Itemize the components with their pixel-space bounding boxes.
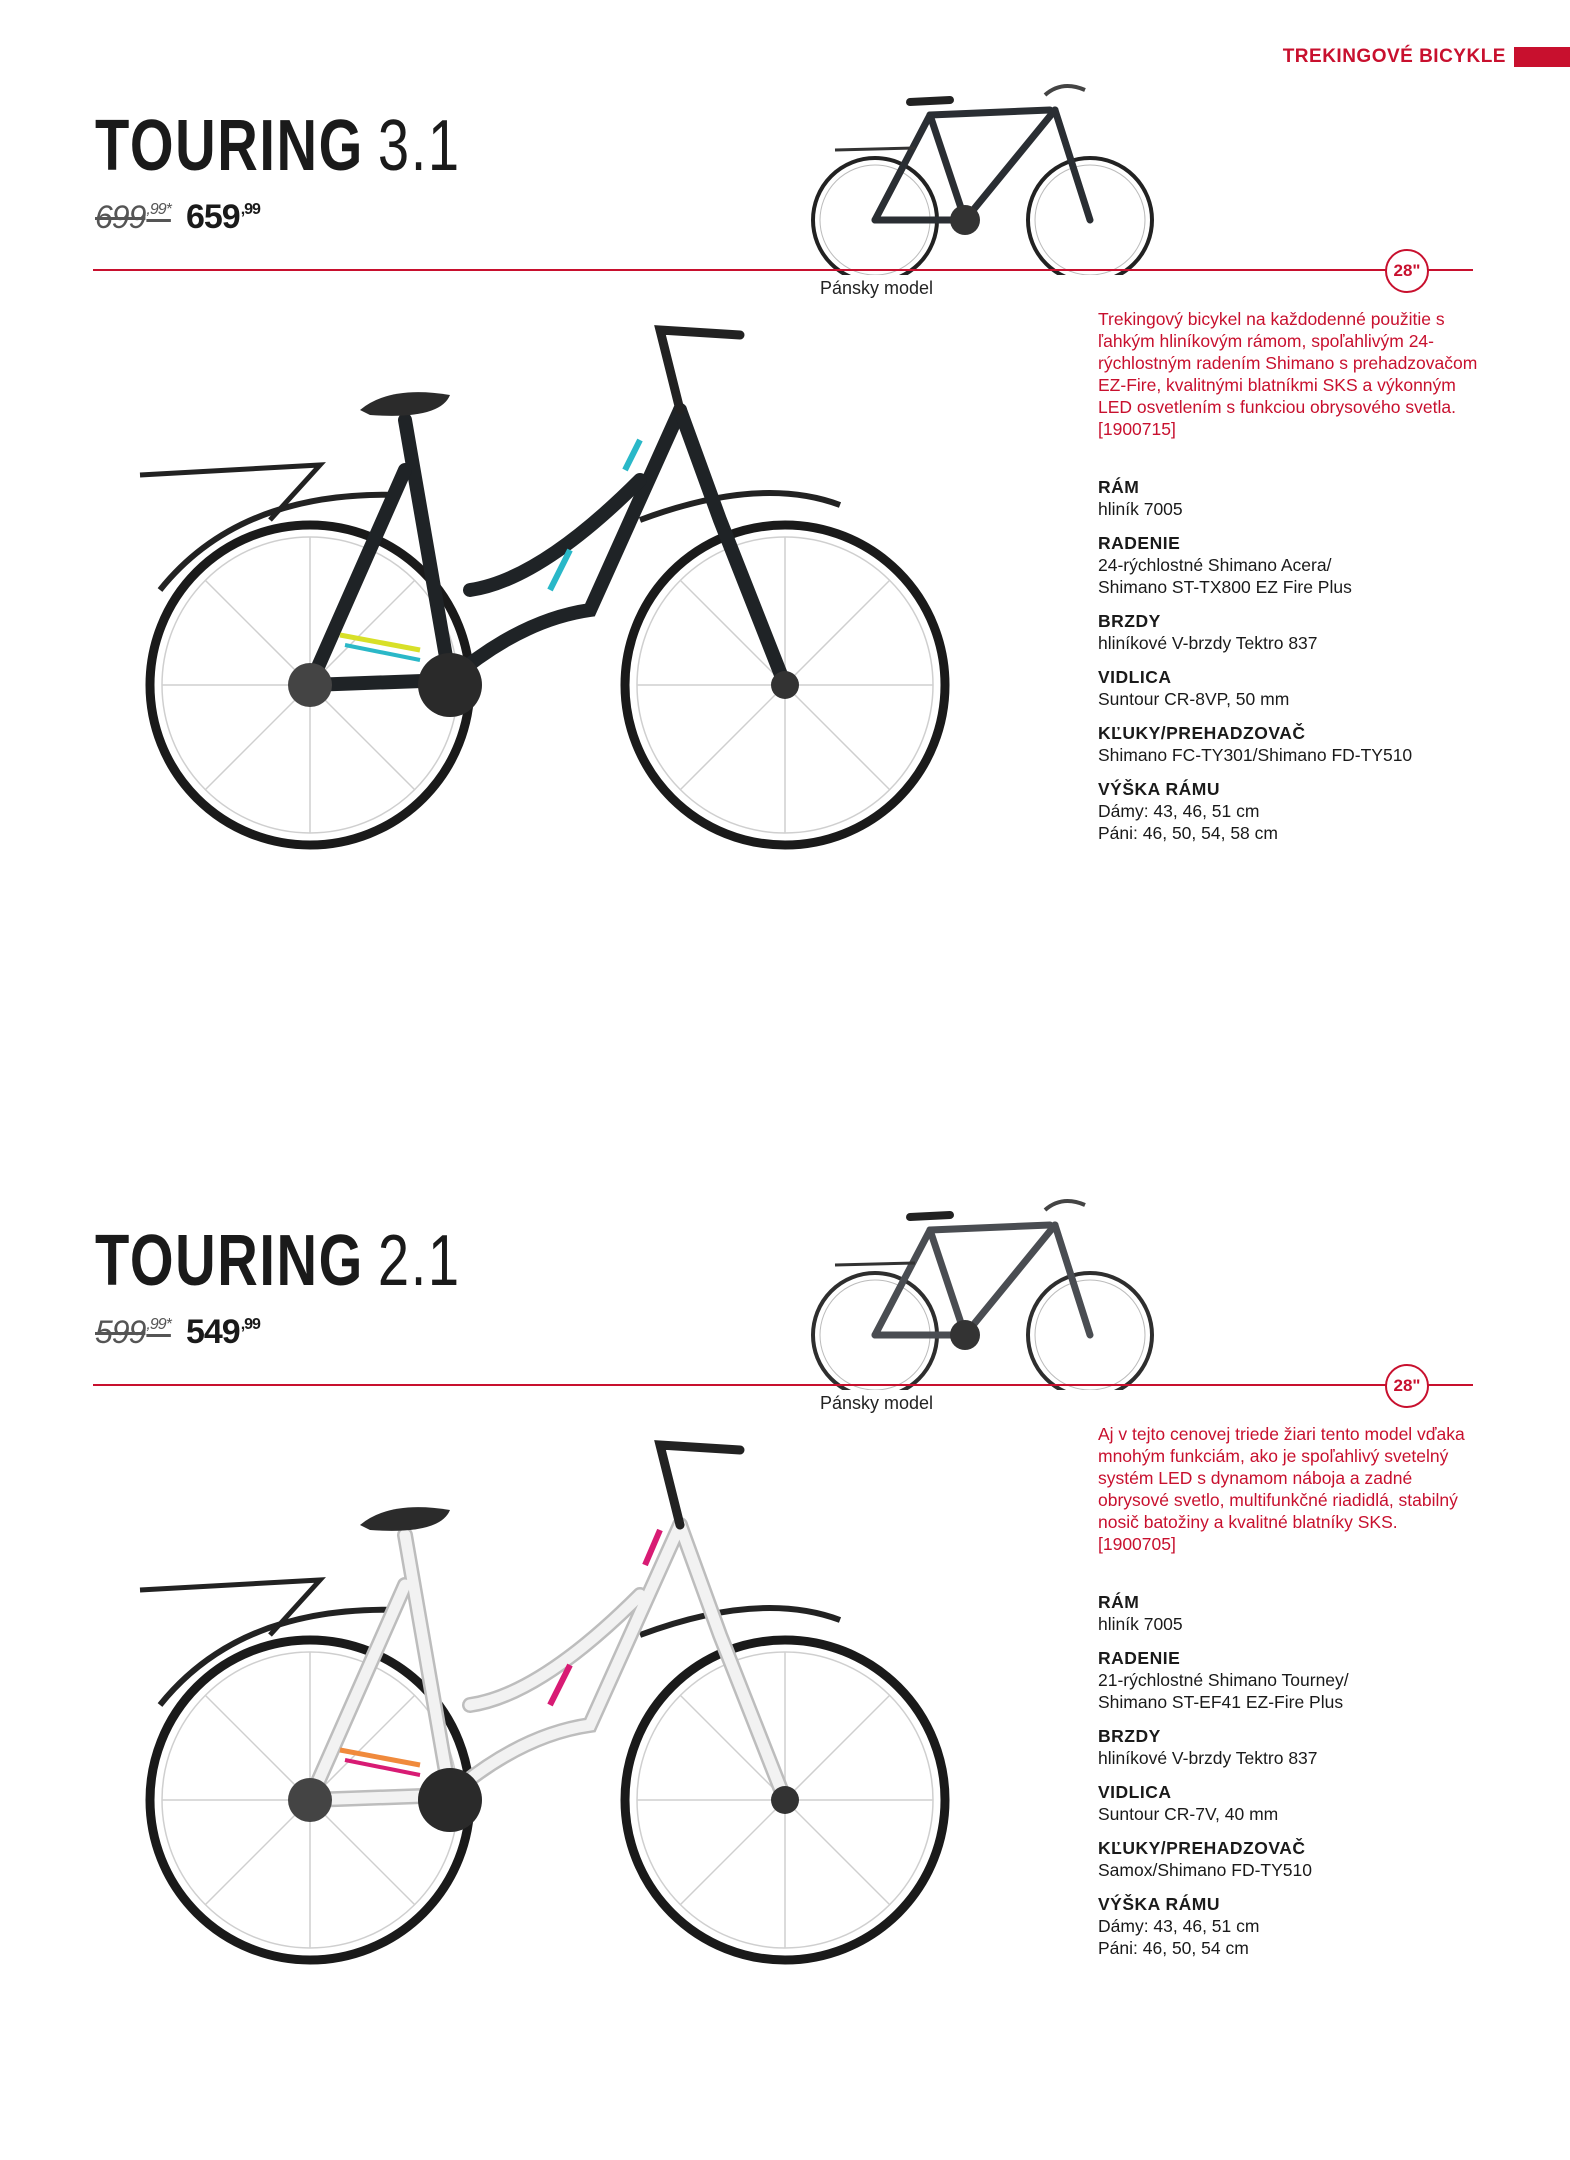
spec-frame [1098, 476, 1498, 520]
spec-value: hliníkové V-brzdy Tektro 837 [1098, 1748, 1318, 1768]
product-number: 3.1 [377, 106, 461, 186]
spec-fork [1098, 666, 1498, 710]
new-price: $659^{,99}$ [185, 198, 260, 236]
spec-shifting [1098, 532, 1498, 598]
spec-frame [1098, 1591, 1498, 1635]
product-description: Aj v tejto cenovej triede žiari tento model vďaka mnohým funkciám, ako je spoľahlivý svetelný systém LED s dynamom náboja a zadné obrysové svetlo, multifunkčné riadidlá, stabilný nosič batožiny a kvalitné blatníky SKS. [1900705] [1098, 1424, 1465, 1554]
spec-frame-size [1098, 778, 1498, 844]
spec-label: VÝŠKA RÁMU [1098, 779, 1220, 799]
product-name: TOURING [95, 106, 364, 186]
spec-label: VIDLICA [1098, 667, 1172, 687]
product-title [95, 1221, 461, 1301]
ladies-bike-image [120, 290, 980, 850]
mens-bike-thumbnail [800, 70, 1170, 275]
spec-shifting [1098, 1647, 1498, 1713]
spec-label: VIDLICA [1098, 1782, 1172, 1802]
spec-label: RÁM [1098, 1592, 1140, 1612]
wheel-size-badge: 28" [1385, 249, 1429, 293]
new-price: $549^{,99}$ [185, 1313, 260, 1351]
product-number: 2.1 [377, 1221, 461, 1301]
spec-value: hliník 7005 [1098, 499, 1183, 519]
spec-value: 24-rýchlostné Shimano Acera/ Shimano ST-TX800 EZ Fire Plus [1098, 555, 1352, 597]
spec-list [1098, 1591, 1498, 1971]
spec-label: RÁM [1098, 477, 1140, 497]
spec-value: hliníkové V-brzdy Tektro 837 [1098, 633, 1318, 653]
spec-value: Dámy: 43, 46, 51 cm Páni: 46, 50, 54, 58 cm [1098, 801, 1278, 843]
spec-frame-size [1098, 1893, 1498, 1959]
section-divider [93, 269, 1473, 271]
old-price: $699^{,99*}$ [95, 199, 171, 235]
spec-brakes [1098, 610, 1498, 654]
thumbnail-caption: Pánsky model [820, 278, 934, 298]
spec-list [1098, 476, 1498, 856]
spec-value: Dámy: 43, 46, 51 cm Páni: 46, 50, 54 cm [1098, 1916, 1260, 1958]
spec-value: Suntour CR-8VP, 50 mm [1098, 689, 1290, 709]
price-block [95, 1313, 260, 1352]
spec-brakes [1098, 1725, 1498, 1769]
section-divider [93, 1384, 1473, 1386]
spec-label: RADENIE [1098, 1648, 1181, 1668]
spec-value: hliník 7005 [1098, 1614, 1183, 1634]
wheel-size-badge: 28" [1385, 1364, 1429, 1408]
ladies-bike-image [120, 1405, 980, 1965]
product-description: Trekingový bicykel na každodenné použitie s ľahkým hliníkovým rámom, spoľahlivým 24-rýchlostným radením Shimano s prehadzovačom EZ-Fire, kvalitnými blatníkmi SKS a výkonným LED osvetlením s funkciou obrysového svetla. [1900715] [1098, 309, 1478, 439]
spec-value: Samox/Shimano FD-TY510 [1098, 1860, 1312, 1880]
spec-value: Suntour CR-7V, 40 mm [1098, 1804, 1279, 1824]
thumbnail-caption: Pánsky model [820, 1393, 934, 1413]
spec-label: RADENIE [1098, 533, 1181, 553]
spec-cranks [1098, 1837, 1498, 1881]
spec-cranks [1098, 722, 1498, 766]
category-label: TREKINGOVÉ BICYKLE [1282, 46, 1506, 67]
spec-label: BRZDY [1098, 611, 1161, 631]
spec-value: 21-rýchlostné Shimano Tourney/ Shimano ST-EF41 EZ-Fire Plus [1098, 1670, 1349, 1712]
spec-label: VÝŠKA RÁMU [1098, 1894, 1220, 1914]
spec-label: KĽUKY/PREHADZOVAČ [1098, 1838, 1306, 1858]
price-block [95, 198, 260, 237]
product-name: TOURING [95, 1221, 364, 1301]
mens-bike-thumbnail [800, 1185, 1170, 1390]
product-title [95, 106, 461, 186]
spec-value: Shimano FC-TY301/Shimano FD-TY510 [1098, 745, 1413, 765]
old-price: $599^{,99*}$ [95, 1314, 171, 1350]
category-marker [1514, 47, 1570, 67]
spec-label: KĽUKY/PREHADZOVAČ [1098, 723, 1306, 743]
spec-fork [1098, 1781, 1498, 1825]
category-header [1283, 46, 1570, 68]
spec-label: BRZDY [1098, 1726, 1161, 1746]
